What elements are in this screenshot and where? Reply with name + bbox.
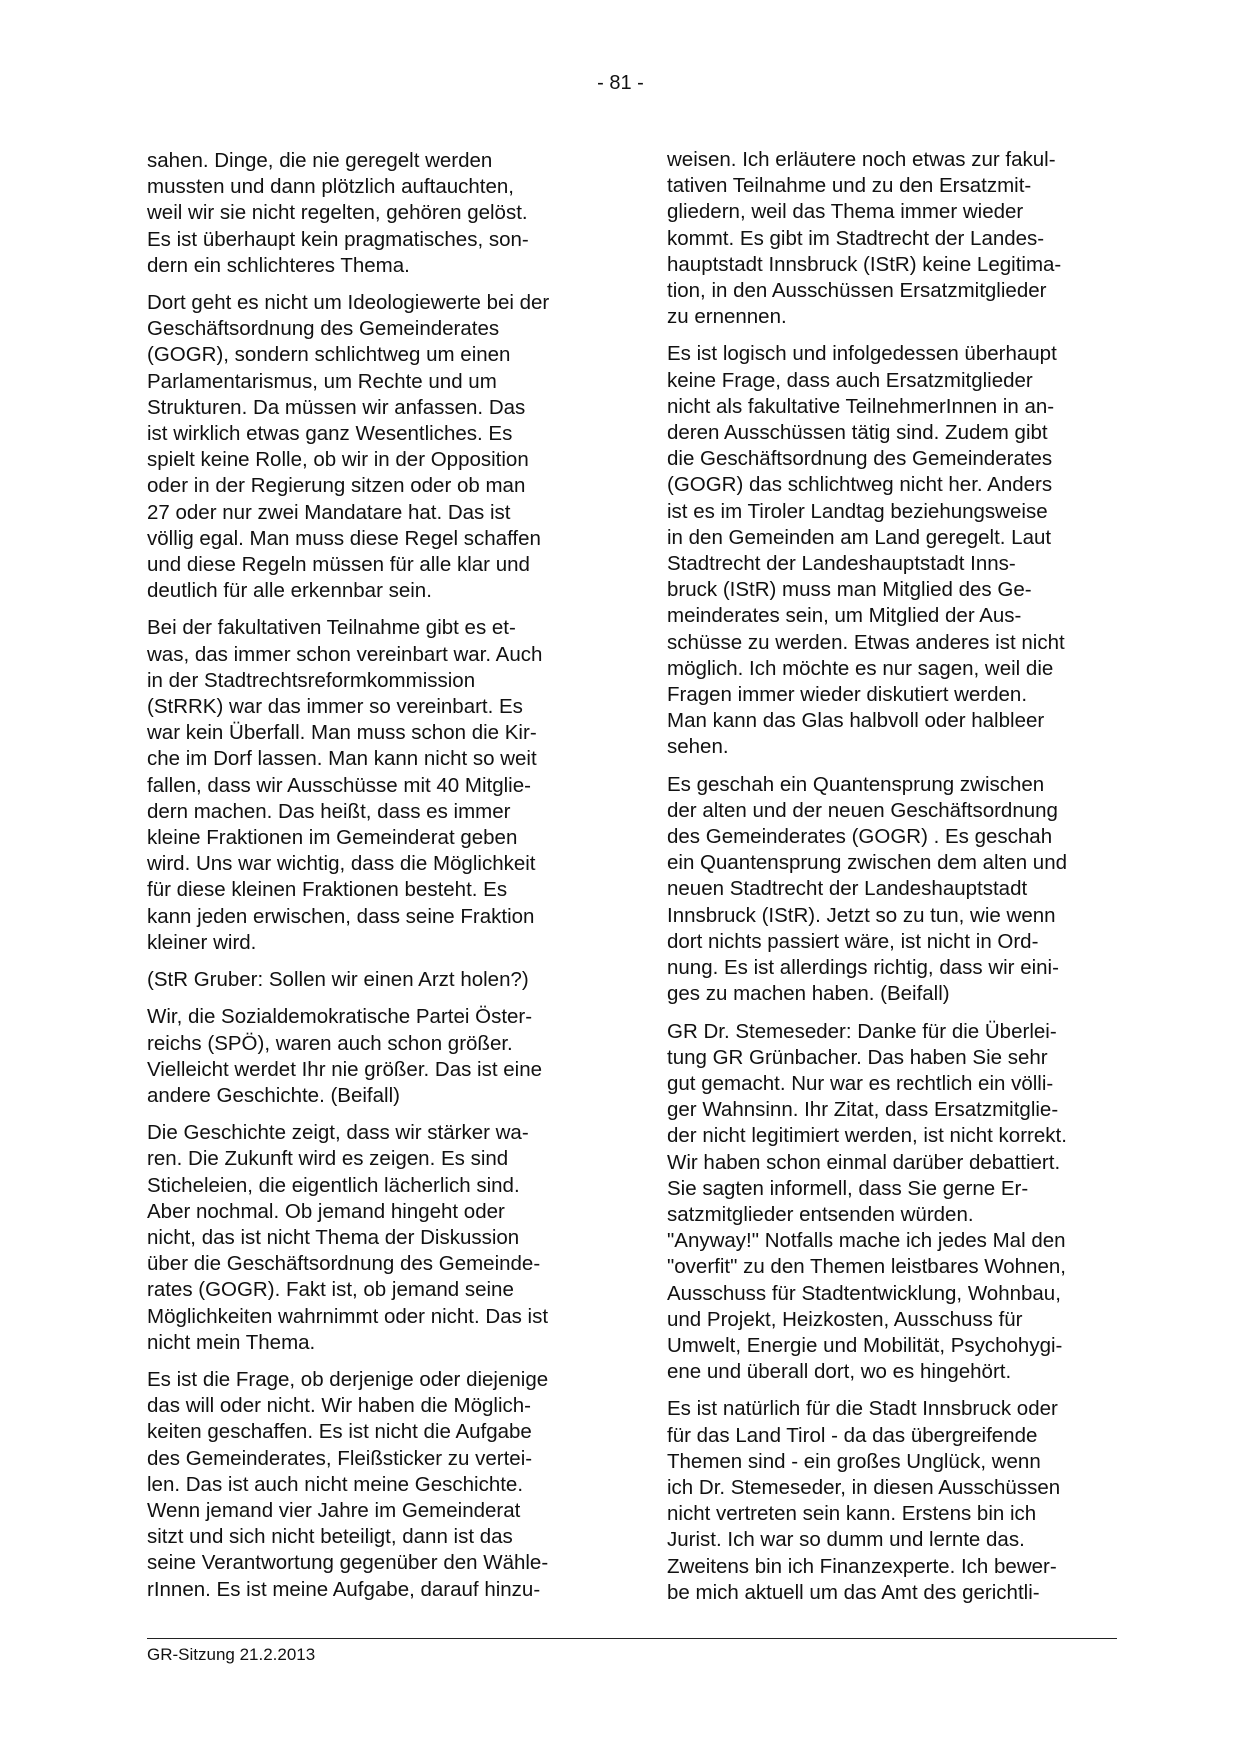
text-line: reichs (SPÖ), waren auch schon größer. — [147, 1031, 513, 1055]
text-line: Aber nochmal. Ob jemand hingeht oder — [147, 1199, 505, 1223]
text-line: des Gemeinderates (GOGR) . Es geschah — [667, 825, 1053, 849]
text-line: sehen. — [667, 735, 729, 759]
text-line: andere Geschichte. (Beifall) — [147, 1083, 400, 1107]
text-line: Es geschah ein Quantensprung zwischen — [667, 772, 1045, 796]
text-line: weisen. Ich erläutere noch etwas zur fakul- — [667, 148, 1056, 171]
text-line: ene und überall dort, wo es hingehört. — [667, 1360, 1012, 1384]
paragraph — [667, 341, 1109, 760]
text-line: (GOGR), sondern schlichtweg um einen — [147, 343, 511, 367]
text-line: "Anyway!" Notfalls mache ich jedes Mal den — [667, 1229, 1066, 1253]
text-line: mussten und dann plötzlich auftauchten, — [147, 175, 514, 199]
text-line: ren. Die Zukunft wird es zeigen. Es sind — [147, 1147, 509, 1171]
text-line: satzmitglieder entsenden würden. — [667, 1202, 974, 1226]
paragraph — [147, 148, 589, 279]
text-line: oder in der Regierung sitzen oder ob man — [147, 474, 526, 498]
text-line: keine Frage, dass auch Ersatzmitglieder — [667, 368, 1033, 392]
text-line: dort nichts passiert wäre, ist nicht in Ord- — [667, 929, 1039, 953]
text-line: spielt keine Rolle, ob wir in der Opposition — [147, 448, 529, 472]
paragraph — [147, 1120, 589, 1356]
text-line: für das Land Tirol - da das übergreifende — [667, 1423, 1038, 1447]
text-line: in den Gemeinden am Land geregelt. Laut — [667, 525, 1052, 549]
text-line: che im Dorf lassen. Man kann nicht so weit — [147, 747, 537, 771]
text-line: und diese Regeln müssen für alle klar und — [147, 553, 530, 577]
text-line: wird. Uns war wichtig, dass die Möglichkeit — [147, 852, 536, 876]
text-line: Dort geht es nicht um Ideologiewerte bei der — [147, 291, 550, 315]
text-line: ist wirklich etwas ganz Wesentliches. Es — [147, 422, 513, 446]
text-line: Es ist die Frage, ob derjenige oder diejenige — [147, 1367, 549, 1391]
text-line: hauptstadt Innsbruck (IStR) keine Legitima- — [667, 252, 1062, 276]
text-line: Die Geschichte zeigt, dass wir stärker wa- — [147, 1121, 529, 1145]
text-line: zu ernennen. — [667, 305, 787, 329]
left-column — [147, 148, 589, 1614]
text-line: GR Dr. Stemeseder: Danke für die Überlei- — [667, 1019, 1057, 1043]
text-line: dern machen. Das heißt, dass es immer — [147, 799, 511, 823]
text-line: in der Stadtrechtsreformkommission — [147, 668, 476, 692]
text-line: neuen Stadtrecht der Landeshauptstadt — [667, 877, 1028, 901]
text-line: nicht vertreten sein kann. Erstens bin ich — [667, 1502, 1037, 1526]
text-line: bruck (IStR) muss man Mitglied des Ge- — [667, 578, 1032, 602]
text-line: Stadtrecht der Landeshauptstadt Inns- — [667, 552, 1016, 576]
text-line: Wir haben schon einmal darüber debattiert. — [667, 1150, 1061, 1174]
text-line: Innsbruck (IStR). Jetzt so zu tun, wie wenn — [667, 903, 1056, 927]
text-line: fallen, dass wir Ausschüsse mit 40 Mitglie- — [147, 773, 531, 797]
text-line: schüsse zu werden. Etwas anderes ist nicht — [667, 630, 1065, 654]
text-line: Möglichkeiten wahrnimmt oder nicht. Das ist — [147, 1304, 549, 1328]
text-line: der alten und der neuen Geschäftsordnung — [667, 798, 1058, 822]
text-line: völlig egal. Man muss diese Regel schaffen — [147, 526, 541, 550]
paragraph — [147, 1367, 589, 1603]
text-line: Man kann das Glas halbvoll oder halbleer — [667, 709, 1045, 733]
page-number: - 81 - — [597, 72, 644, 94]
text-line: Fragen immer wieder diskutiert werden. — [667, 683, 1028, 707]
paragraph — [667, 772, 1109, 1008]
paragraph — [147, 290, 589, 604]
text-line: meinderates sein, um Mitglied der Aus- — [667, 604, 1022, 628]
paragraph — [147, 967, 589, 993]
text-line: Vielleicht werdet Ihr nie größer. Das ist eine — [147, 1057, 543, 1081]
text-line: tion, in den Ausschüssen Ersatzmitglieder — [667, 279, 1047, 303]
text-line: für diese kleinen Fraktionen besteht. Es — [147, 878, 508, 902]
text-line: kleine Fraktionen im Gemeinderat geben — [147, 826, 518, 850]
text-line: gliedern, weil das Thema immer wieder — [667, 200, 1024, 224]
paragraph — [147, 615, 589, 956]
text-line: be mich aktuell um das Amt des gerichtli- — [667, 1580, 1040, 1604]
text-line: Themen sind - ein großes Unglück, wenn — [667, 1449, 1041, 1473]
text-line: dern ein schlichteres Thema. — [147, 253, 410, 277]
text-line: ger Wahnsinn. Ihr Zitat, dass Ersatzmitglie- — [667, 1098, 1059, 1122]
text-line: weil wir sie nicht regelten, gehören gelöst. — [147, 201, 528, 225]
text-line: der nicht legitimiert werden, ist nicht korrekt. — [667, 1124, 1067, 1148]
text-line: nung. Es ist allerdings richtig, dass wir eini- — [667, 956, 1059, 980]
text-line: rInnen. Es ist meine Aufgabe, darauf hinzu- — [147, 1577, 541, 1601]
footer-session-date: GR-Sitzung 21.2.2013 — [147, 1645, 316, 1664]
paragraph — [667, 1019, 1109, 1386]
paragraph — [667, 1396, 1109, 1606]
text-line: kommt. Es gibt im Stadtrecht der Landes- — [667, 226, 1045, 250]
text-line: Parlamentarismus, um Rechte und um — [147, 369, 497, 393]
text-line: sitzt und sich nicht beteiligt, dann ist das — [147, 1525, 513, 1549]
text-line: kleiner wird. — [147, 930, 257, 954]
text-line: ich Dr. Stemeseder, in diesen Ausschüssen — [667, 1475, 1061, 1499]
text-line: Strukturen. Da müssen wir anfassen. Das — [147, 395, 526, 419]
text-line: (GOGR) das schlichtweg nicht her. Anders — [667, 473, 1053, 497]
text-line: Sticheleien, die eigentlich lächerlich sind. — [147, 1173, 520, 1197]
text-line: Zweitens bin ich Finanzexperte. Ich bewer- — [667, 1554, 1057, 1578]
text-line: deutlich für alle erkennbar sein. — [147, 579, 432, 603]
text-line: Jurist. Ich war so dumm und lernte das. — [667, 1528, 1025, 1552]
text-line: über die Geschäftsordnung des Gemeinde- — [147, 1252, 541, 1276]
text-line: nicht mein Thema. — [147, 1330, 316, 1354]
text-line: möglich. Ich möchte es nur sagen, weil die — [667, 656, 1054, 680]
text-line: was, das immer schon vereinbart war. Auch — [147, 642, 543, 666]
text-line: len. Das ist auch nicht meine Geschichte. — [147, 1472, 524, 1496]
text-line: des Gemeinderates, Fleißsticker zu vertei- — [147, 1446, 533, 1470]
text-line: die Geschäftsordnung des Gemeinderates — [667, 447, 1053, 471]
text-line: kann jeden erwischen, dass seine Fraktion — [147, 904, 535, 928]
text-line: sahen. Dinge, die nie geregelt werden — [147, 149, 493, 172]
text-line: Geschäftsordnung des Gemeinderates — [147, 317, 500, 341]
right-column — [667, 147, 1109, 1617]
text-line: Es ist logisch und infolgedessen überhaupt — [667, 342, 1057, 366]
text-line: (StRRK) war das immer so vereinbart. Es — [147, 695, 523, 719]
text-line: Wir, die Sozialdemokratische Partei Öster- — [147, 1005, 533, 1029]
text-line: Wenn jemand vier Jahre im Gemeinderat — [147, 1498, 521, 1522]
text-line: ges zu machen haben. (Beifall) — [667, 982, 950, 1006]
paragraph — [147, 1004, 589, 1109]
text-line: 27 oder nur zwei Mandatare hat. Das ist — [147, 500, 511, 524]
text-line: deren Ausschüssen tätig sind. Zudem gibt — [667, 421, 1048, 445]
text-line: seine Verantwortung gegenüber den Wähle- — [147, 1551, 549, 1575]
text-line: das will oder nicht. Wir haben die Möglich- — [147, 1394, 531, 1418]
text-line: ein Quantensprung zwischen dem alten und — [667, 851, 1068, 875]
text-line: tativen Teilnahme und zu den Ersatzmit- — [667, 174, 1032, 198]
text-line: und Projekt, Heizkosten, Ausschuss für — [667, 1307, 1023, 1331]
text-line: ist es im Tiroler Landtag beziehungsweise — [667, 499, 1048, 523]
text-line: Umwelt, Energie und Mobilität, Psychohygi- — [667, 1333, 1063, 1357]
text-line: Ausschuss für Stadtentwicklung, Wohnbau, — [667, 1281, 1061, 1305]
text-line: war kein Überfall. Man muss schon die Kir- — [147, 721, 537, 745]
text-line: "overfit" zu den Themen leistbares Wohnen, — [667, 1255, 1066, 1279]
text-line: Es ist überhaupt kein pragmatisches, son- — [147, 227, 529, 251]
text-line: rates (GOGR). Fakt ist, ob jemand seine — [147, 1278, 514, 1302]
text-line: keiten geschaffen. Es ist nicht die Aufgabe — [147, 1420, 532, 1444]
text-line: Es ist natürlich für die Stadt Innsbruck oder — [667, 1397, 1058, 1421]
text-line: gut gemacht. Nur war es rechtlich ein völli- — [667, 1071, 1054, 1095]
text-line: nicht als fakultative TeilnehmerInnen in an- — [667, 394, 1055, 418]
text-line: (StR Gruber: Sollen wir einen Arzt holen?) — [147, 968, 529, 992]
footer-divider — [147, 1638, 1117, 1639]
text-line: tung GR Grünbacher. Das haben Sie sehr — [667, 1045, 1048, 1069]
text-line: Sie sagten informell, dass Sie gerne Er- — [667, 1176, 1029, 1200]
paragraph — [667, 147, 1109, 330]
text-line: nicht, das ist nicht Thema der Diskussion — [147, 1225, 520, 1249]
text-line: Bei der fakultativen Teilnahme gibt es et- — [147, 616, 516, 640]
